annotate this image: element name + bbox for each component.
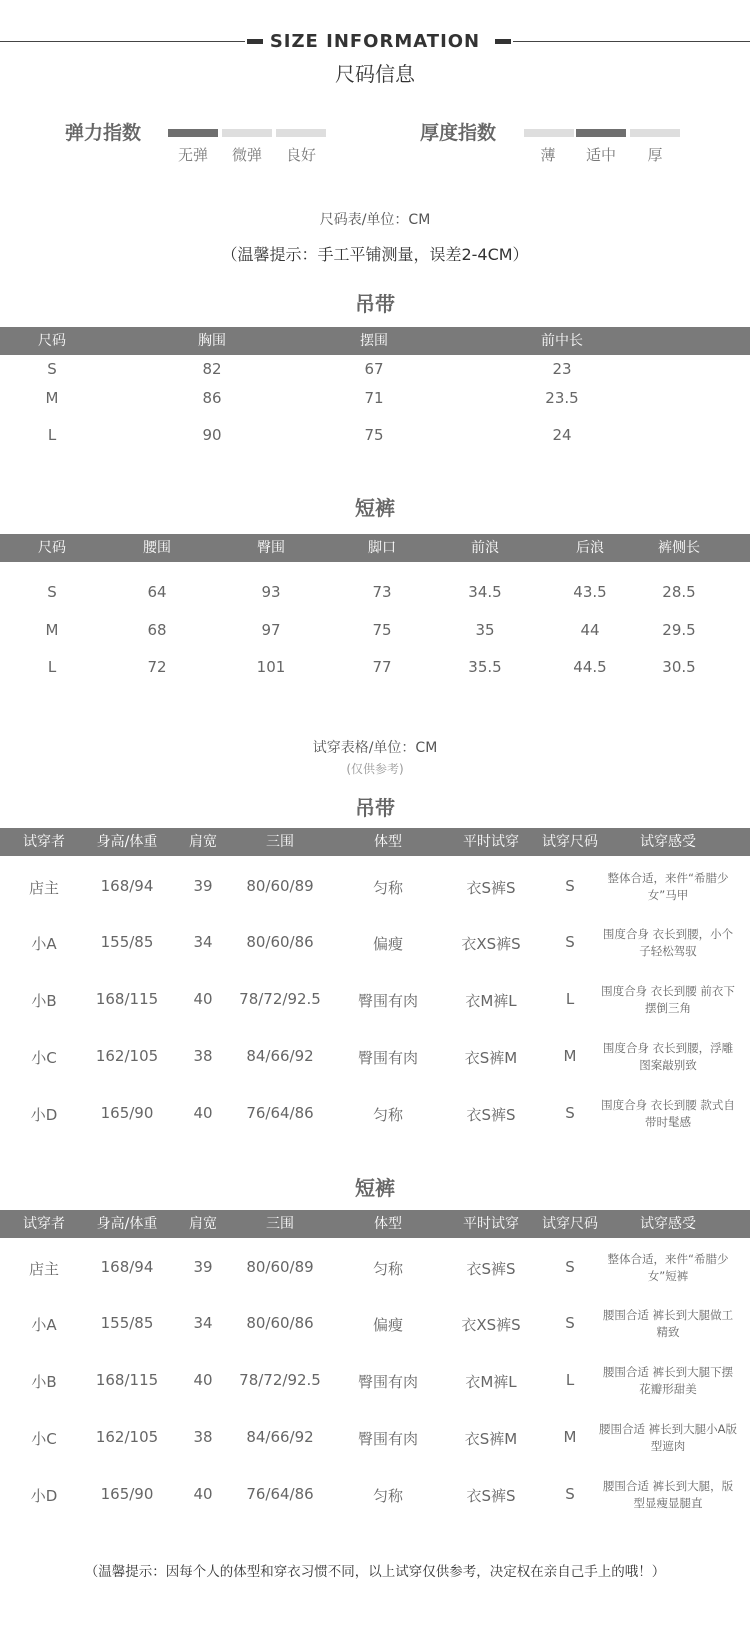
shorts-tryon-cell: 155/85 bbox=[100, 1314, 154, 1332]
size-chart-tip: （温馨提示：手工平铺测量，误差2-4CM） bbox=[221, 245, 529, 264]
camisole-tryon-cell: M bbox=[563, 1047, 577, 1065]
elasticity-bar-2 bbox=[222, 129, 272, 137]
camisole-size-cell: 67 bbox=[364, 360, 384, 378]
camisole-tryon-cell: 39 bbox=[193, 877, 213, 895]
elasticity-option-2: 微弹 bbox=[231, 146, 262, 164]
shorts-tryon-cell: 40 bbox=[193, 1485, 213, 1503]
shorts-tryon-header-cell: 试穿者 bbox=[23, 1216, 65, 1232]
shorts-tryon-cell: 39 bbox=[193, 1258, 213, 1276]
camisole-tryon-cell: 衣S裤S bbox=[466, 1106, 516, 1124]
camisole-tryon-cell: 衣S裤S bbox=[466, 879, 516, 897]
camisole-size-cell: 75 bbox=[364, 426, 384, 444]
camisole-size-header-cell: 尺码 bbox=[38, 333, 66, 349]
shorts-size-header-cell: 后浪 bbox=[576, 540, 604, 556]
shorts-size-header-cell: 尺码 bbox=[38, 540, 66, 556]
shorts-tryon-cell: 衣S裤S bbox=[466, 1260, 516, 1278]
camisole-tryon-feedback-cell: 围度合身 衣长到腰，浮雕图案敲别致 bbox=[602, 1041, 734, 1072]
camisole-tryon-cell: 衣M裤L bbox=[465, 992, 517, 1010]
shorts-size-cell: 44.5 bbox=[573, 658, 607, 676]
shorts-tryon-header-cell: 试穿尺码 bbox=[542, 1216, 598, 1232]
shorts-tryon-cell: 80/60/89 bbox=[246, 1258, 314, 1276]
shorts-size-cell: 28.5 bbox=[662, 583, 696, 601]
camisole-tryon-cell: S bbox=[565, 877, 575, 895]
shorts-tryon-cell: 165/90 bbox=[100, 1485, 154, 1503]
camisole-size-header-cell: 摆围 bbox=[360, 333, 388, 349]
camisole-tryon-cell: 小A bbox=[31, 935, 57, 953]
elasticity-option-1: 无弹 bbox=[177, 146, 208, 164]
shorts-tryon-cell: 匀称 bbox=[372, 1487, 404, 1505]
camisole-tryon-cell: 76/64/86 bbox=[246, 1104, 314, 1122]
shorts-size-cell: 73 bbox=[372, 583, 392, 601]
shorts-tryon-cell: 34 bbox=[193, 1314, 213, 1332]
camisole-tryon-feedback-cell: 围度合身 衣长到腰 前衣下摆倒三角 bbox=[601, 984, 735, 1015]
shorts-tryon-cell: 162/105 bbox=[95, 1428, 159, 1446]
camisole-size-cell: 23.5 bbox=[545, 389, 579, 407]
tryon-unit: 试穿表格/单位：CM bbox=[312, 740, 438, 756]
shorts-tryon-header-cell: 试穿感受 bbox=[640, 1216, 696, 1232]
shorts-tryon-header-cell: 身高/体重 bbox=[96, 1216, 158, 1232]
shorts-tryon-cell: 店主 bbox=[28, 1260, 60, 1278]
camisole-tryon-cell: 168/94 bbox=[100, 877, 154, 895]
camisole-tryon-header-cell: 平时试穿 bbox=[463, 834, 519, 850]
camisole-tryon-feedback-cell: 围度合身 衣长到腰 款式自带时髦感 bbox=[601, 1098, 735, 1129]
shorts-tryon-header-cell: 体型 bbox=[374, 1216, 402, 1232]
shorts-size-header-cell: 腰围 bbox=[143, 540, 171, 556]
shorts-size-cell: 35.5 bbox=[468, 658, 502, 676]
shorts-tryon-cell: 38 bbox=[193, 1428, 213, 1446]
camisole-tryon-cell: 165/90 bbox=[100, 1104, 154, 1122]
camisole-size-title: 吊带 bbox=[355, 292, 395, 316]
elasticity-option-3: 良好 bbox=[285, 146, 316, 164]
camisole-tryon-header-cell: 身高/体重 bbox=[96, 834, 158, 850]
camisole-tryon-cell: 34 bbox=[193, 933, 213, 951]
shorts-size-cell: 43.5 bbox=[573, 583, 607, 601]
camisole-tryon-header-cell: 试穿者 bbox=[23, 834, 65, 850]
shorts-size-header-cell: 臀围 bbox=[257, 540, 285, 556]
camisole-tryon-feedback-cell: 围度合身 衣长到腰，小个子轻松驾驭 bbox=[602, 927, 734, 958]
camisole-tryon-cell: 匀称 bbox=[372, 1106, 404, 1124]
shorts-tryon-cell: L bbox=[565, 1371, 575, 1389]
camisole-tryon-header-cell: 三围 bbox=[266, 834, 294, 850]
header-line-right bbox=[513, 41, 750, 42]
shorts-size-cell: 34.5 bbox=[468, 583, 502, 601]
camisole-size-cell: 90 bbox=[202, 426, 222, 444]
camisole-tryon-cell: 40 bbox=[193, 990, 213, 1008]
camisole-size-header-cell: 前中长 bbox=[541, 333, 583, 349]
shorts-size-header-cell: 前浪 bbox=[471, 540, 499, 556]
camisole-tryon-cell: 78/72/92.5 bbox=[239, 990, 321, 1008]
camisole-size-cell: M bbox=[45, 389, 59, 407]
thickness-option-1: 薄 bbox=[540, 146, 556, 164]
camisole-tryon-cell: S bbox=[565, 1104, 575, 1122]
shorts-tryon-cell: 衣S裤M bbox=[464, 1430, 518, 1448]
shorts-size-cell: 30.5 bbox=[662, 658, 696, 676]
shorts-tryon-feedback-cell: 腰围合适 裤长到大腿小A版型遮肉 bbox=[598, 1422, 738, 1453]
elasticity-label: 弹力指数 bbox=[65, 122, 142, 144]
camisole-tryon-cell: 小B bbox=[31, 992, 57, 1010]
shorts-tryon-feedback-cell: 腰围合适 裤长到大腿，版型显瘦显腿直 bbox=[602, 1479, 734, 1510]
camisole-tryon-cell: 衣S裤M bbox=[464, 1049, 518, 1067]
camisole-tryon-cell: 84/66/92 bbox=[246, 1047, 314, 1065]
thickness-bar-2 bbox=[576, 129, 626, 137]
camisole-tryon-cell: S bbox=[565, 933, 575, 951]
shorts-size-cell: 29.5 bbox=[662, 621, 696, 639]
shorts-tryon-feedback-cell: 整体合适，来件“希腊少女”短裤 bbox=[607, 1252, 729, 1283]
shorts-tryon-cell: 84/66/92 bbox=[246, 1428, 314, 1446]
camisole-size-cell: 82 bbox=[202, 360, 222, 378]
shorts-size-cell: 44 bbox=[580, 621, 600, 639]
shorts-size-cell: L bbox=[47, 658, 57, 676]
camisole-tryon-cell: 155/85 bbox=[100, 933, 154, 951]
camisole-tryon-cell: 40 bbox=[193, 1104, 213, 1122]
camisole-tryon-cell: 店主 bbox=[28, 879, 60, 897]
shorts-size-cell: 75 bbox=[372, 621, 392, 639]
shorts-tryon-cell: 小D bbox=[30, 1487, 58, 1505]
camisole-size-cell: 23 bbox=[552, 360, 572, 378]
camisole-tryon-title: 吊带 bbox=[355, 796, 395, 820]
shorts-size-cell: S bbox=[47, 583, 57, 601]
camisole-tryon-cell: L bbox=[565, 990, 575, 1008]
camisole-tryon-cell: 匀称 bbox=[372, 879, 404, 897]
camisole-tryon-cell: 臀围有肉 bbox=[357, 1049, 419, 1067]
thickness-label: 厚度指数 bbox=[420, 122, 497, 144]
shorts-tryon-header-cell: 肩宽 bbox=[189, 1216, 217, 1232]
shorts-size-header bbox=[0, 534, 750, 562]
shorts-size-cell: 72 bbox=[147, 658, 167, 676]
camisole-size-cell: 24 bbox=[552, 426, 572, 444]
shorts-tryon-cell: 76/64/86 bbox=[246, 1485, 314, 1503]
shorts-tryon-cell: 80/60/86 bbox=[246, 1314, 314, 1332]
shorts-tryon-cell: 衣S裤S bbox=[466, 1487, 516, 1505]
shorts-tryon-cell: 匀称 bbox=[372, 1260, 404, 1278]
shorts-tryon-cell: 臀围有肉 bbox=[357, 1373, 419, 1391]
thickness-bar-3 bbox=[630, 129, 680, 137]
shorts-size-header-cell: 脚口 bbox=[368, 540, 396, 556]
shorts-size-header-cell: 裤侧长 bbox=[658, 540, 700, 556]
shorts-tryon-cell: 衣M裤L bbox=[465, 1373, 517, 1391]
camisole-tryon-cell: 80/60/89 bbox=[246, 877, 314, 895]
shorts-tryon-cell: 小A bbox=[31, 1316, 57, 1334]
shorts-size-cell: 64 bbox=[147, 583, 167, 601]
shorts-tryon-cell: 小C bbox=[31, 1430, 57, 1448]
shorts-size-cell: 101 bbox=[256, 658, 286, 676]
header-dash-right bbox=[495, 39, 511, 44]
camisole-tryon-cell: 小D bbox=[30, 1106, 58, 1124]
shorts-tryon-cell: 偏瘦 bbox=[372, 1316, 404, 1334]
shorts-tryon-feedback-cell: 腰围合适 裤长到大腿下摆花瓣形甜美 bbox=[602, 1365, 734, 1396]
camisole-tryon-cell: 偏瘦 bbox=[372, 935, 404, 953]
shorts-size-cell: 77 bbox=[372, 658, 392, 676]
camisole-size-header-cell: 胸围 bbox=[198, 333, 226, 349]
elasticity-bar-3 bbox=[276, 129, 326, 137]
tryon-note: (仅供参考) bbox=[346, 762, 404, 776]
camisole-tryon-cell: 臀围有肉 bbox=[357, 992, 419, 1010]
thickness-bar-1 bbox=[524, 129, 574, 137]
camisole-size-cell: L bbox=[47, 426, 57, 444]
size-chart-unit: 尺码表/单位：CM bbox=[319, 212, 431, 228]
shorts-size-cell: M bbox=[45, 621, 59, 639]
camisole-tryon-header-cell: 肩宽 bbox=[189, 834, 217, 850]
shorts-tryon-cell: S bbox=[565, 1258, 575, 1276]
title-en: SIZE INFORMATION bbox=[269, 31, 481, 52]
shorts-size-title: 短裤 bbox=[355, 496, 395, 520]
camisole-size-cell: 86 bbox=[202, 389, 222, 407]
camisole-tryon-feedback-cell: 整体合适，来件“希腊少女”马甲 bbox=[607, 871, 729, 902]
elasticity-bar-1 bbox=[168, 129, 218, 137]
camisole-tryon-header bbox=[0, 828, 750, 856]
camisole-tryon-header-cell: 体型 bbox=[374, 834, 402, 850]
camisole-tryon-cell: 小C bbox=[31, 1049, 57, 1067]
shorts-tryon-cell: 臀围有肉 bbox=[357, 1430, 419, 1448]
shorts-tryon-cell: M bbox=[563, 1428, 577, 1446]
camisole-tryon-cell: 38 bbox=[193, 1047, 213, 1065]
shorts-tryon-cell: S bbox=[565, 1485, 575, 1503]
shorts-tryon-title: 短裤 bbox=[355, 1176, 395, 1200]
camisole-size-cell: S bbox=[47, 360, 57, 378]
shorts-size-cell: 35 bbox=[475, 621, 495, 639]
shorts-tryon-cell: 168/115 bbox=[95, 1371, 159, 1389]
shorts-size-cell: 93 bbox=[261, 583, 281, 601]
shorts-tryon-cell: 40 bbox=[193, 1371, 213, 1389]
footer-tip: （温馨提示：因每个人的体型和穿衣习惯不同，以上试穿仅供参考，决定权在亲自己手上的哦！） bbox=[84, 1564, 666, 1580]
camisole-size-header bbox=[0, 327, 750, 355]
shorts-tryon-header-cell: 平时试穿 bbox=[463, 1216, 519, 1232]
camisole-tryon-cell: 162/105 bbox=[95, 1047, 159, 1065]
shorts-tryon-header bbox=[0, 1210, 750, 1238]
shorts-tryon-header-cell: 三围 bbox=[266, 1216, 294, 1232]
camisole-tryon-header-cell: 试穿感受 bbox=[640, 834, 696, 850]
shorts-tryon-cell: S bbox=[565, 1314, 575, 1332]
shorts-tryon-cell: 衣XS裤S bbox=[461, 1316, 521, 1334]
shorts-tryon-feedback-cell: 腰围合适 裤长到大腿做工精致 bbox=[602, 1308, 734, 1339]
title-cn: 尺码信息 bbox=[335, 62, 415, 86]
camisole-tryon-cell: 168/115 bbox=[95, 990, 159, 1008]
shorts-size-cell: 68 bbox=[147, 621, 167, 639]
shorts-tryon-cell: 168/94 bbox=[100, 1258, 154, 1276]
camisole-tryon-cell: 80/60/86 bbox=[246, 933, 314, 951]
camisole-size-cell: 71 bbox=[364, 389, 384, 407]
thickness-option-2: 适中 bbox=[585, 146, 616, 164]
shorts-tryon-cell: 小B bbox=[31, 1373, 57, 1391]
thickness-option-3: 厚 bbox=[647, 146, 663, 164]
shorts-tryon-cell: 78/72/92.5 bbox=[239, 1371, 321, 1389]
camisole-tryon-cell: 衣XS裤S bbox=[461, 935, 521, 953]
camisole-tryon-header-cell: 试穿尺码 bbox=[542, 834, 598, 850]
shorts-size-cell: 97 bbox=[261, 621, 281, 639]
